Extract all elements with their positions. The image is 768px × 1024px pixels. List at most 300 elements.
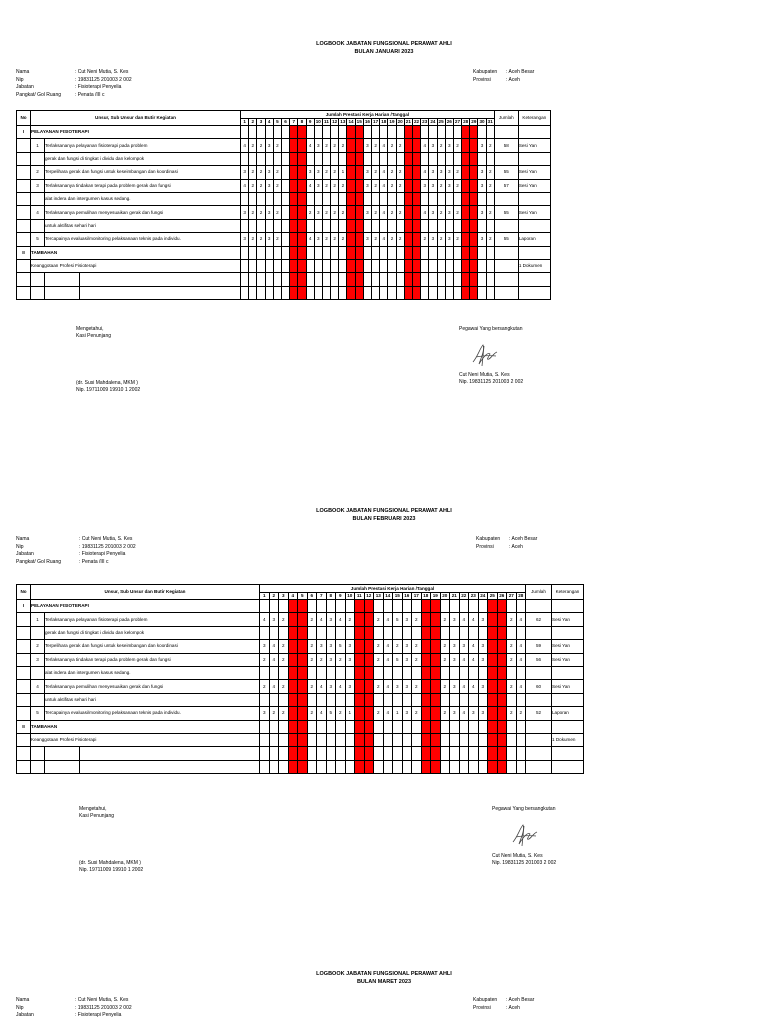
section-number: II (17, 720, 31, 733)
holiday-cell (462, 206, 470, 219)
day-cell (241, 192, 249, 205)
day-cell (372, 246, 380, 259)
day-cell (345, 693, 355, 706)
holiday-cell (497, 760, 507, 773)
day-cell: 2 (279, 653, 289, 666)
day-cell: 4 (269, 640, 279, 653)
day-cell (339, 286, 347, 299)
day-cell: 2 (412, 707, 422, 720)
keterangan-cell (552, 666, 584, 679)
location-info (476, 536, 500, 551)
day-cell (486, 219, 494, 232)
day-cell: 3 (478, 613, 488, 626)
item-text: Terlaksananya pemulihan menyesuaikan gerak dan fungsi (45, 680, 260, 693)
item-number (31, 666, 45, 679)
holiday-cell (288, 707, 298, 720)
day-cell (281, 273, 289, 286)
day-cell: 4 (306, 139, 314, 152)
day-cell (374, 693, 384, 706)
day-cell (396, 286, 404, 299)
holiday-cell (355, 733, 365, 746)
day-cell: 3 (402, 613, 412, 626)
day-cell: 2 (507, 640, 517, 653)
blank-cell (45, 760, 80, 773)
day-cell (257, 126, 265, 139)
item-text: Terlaksananya pelayanan fisioterapi pada problem (45, 613, 260, 626)
extra-item-text: Keanggotaan Profesi Fisioterapi (31, 733, 260, 746)
day-number: 1 (260, 593, 270, 600)
day-cell (339, 246, 347, 259)
day-cell (421, 273, 429, 286)
table-row (17, 166, 551, 179)
employee-label: Pegawai Yang bersangkutan (492, 806, 556, 812)
day-cell: 2 (421, 233, 429, 246)
day-number: 13 (340, 119, 346, 124)
row-no (17, 747, 31, 760)
day-cell (279, 666, 289, 679)
day-cell (445, 259, 453, 272)
holiday-cell (462, 219, 470, 232)
jumlah-value: 55 (494, 206, 518, 219)
day-cell (507, 747, 517, 760)
day-cell (265, 219, 273, 232)
row-no (17, 640, 31, 653)
day-cell (486, 192, 494, 205)
holiday-cell (431, 600, 441, 613)
day-cell: 2 (331, 139, 339, 152)
day-cell (372, 259, 380, 272)
holiday-cell (298, 666, 308, 679)
day-cell: 4 (516, 653, 526, 666)
day-cell: 2 (273, 139, 281, 152)
day-cell (459, 600, 469, 613)
day-cell: 3 (363, 166, 371, 179)
day-cell: 2 (507, 707, 517, 720)
item-text-continued: untuk aktifitas sehari hari (45, 693, 260, 706)
day-cell (396, 273, 404, 286)
day-cell: 2 (331, 166, 339, 179)
day-cell (453, 192, 461, 205)
row-no (17, 166, 31, 179)
holiday-cell (431, 760, 441, 773)
day-cell (437, 259, 445, 272)
jumlah-value: 57 (494, 179, 518, 192)
row-no (17, 707, 31, 720)
day-cell: 2 (453, 166, 461, 179)
keterangan-cell (552, 626, 584, 639)
day-cell (516, 733, 526, 746)
item-number: 5 (31, 707, 45, 720)
day-cell (281, 233, 289, 246)
holiday-cell (364, 680, 374, 693)
day-cell (412, 600, 422, 613)
day-cell (269, 747, 279, 760)
day-cell (396, 259, 404, 272)
day-cell: 3 (241, 233, 249, 246)
holiday-cell (355, 192, 363, 205)
day-cell: 3 (265, 179, 273, 192)
day-cell (459, 626, 469, 639)
row-no (17, 273, 31, 286)
day-cell (260, 693, 270, 706)
item-number (31, 693, 45, 706)
day-cell (345, 720, 355, 733)
day-cell: 3 (445, 139, 453, 152)
day-number: 16 (364, 119, 370, 124)
day-cell (363, 152, 371, 165)
holiday-cell (404, 219, 412, 232)
holiday-cell (497, 693, 507, 706)
day-cell: 4 (383, 707, 393, 720)
day-cell (322, 192, 330, 205)
keterangan-value: Sesi Yan (518, 166, 550, 179)
holiday-cell (288, 653, 298, 666)
holiday-cell (290, 206, 298, 219)
holiday-cell (355, 219, 363, 232)
day-cell (393, 693, 403, 706)
day-cell (265, 152, 273, 165)
day-cell (363, 219, 371, 232)
day-cell (388, 246, 396, 259)
day-cell (507, 693, 517, 706)
day-cell (516, 747, 526, 760)
holiday-cell (412, 126, 420, 139)
day-cell (380, 273, 388, 286)
day-cell: 3 (265, 206, 273, 219)
holiday-cell (290, 273, 298, 286)
row-no (17, 259, 31, 272)
day-cell: 3 (478, 166, 486, 179)
info-value: : Cut Neni Mutia, S. Kes (75, 997, 129, 1003)
day-cell (393, 720, 403, 733)
day-cell (402, 720, 412, 733)
day-cell (265, 259, 273, 272)
day-cell (383, 600, 393, 613)
info-value: : Penata /III c (75, 91, 105, 98)
holiday-cell (431, 666, 441, 679)
day-cell: 2 (307, 640, 317, 653)
holiday-cell (298, 613, 308, 626)
holiday-cell (470, 139, 478, 152)
day-number: 3 (257, 119, 265, 126)
holiday-cell (290, 152, 298, 165)
day-cell (445, 126, 453, 139)
holiday-cell (470, 166, 478, 179)
info-label: Pangkat/ Gol Ruang (16, 558, 62, 565)
activity-table (16, 110, 551, 300)
info-label: Nip (16, 543, 24, 550)
info-value: : Fisioterapi Penyelia (75, 84, 122, 90)
day-cell (257, 219, 265, 232)
day-cell (374, 760, 384, 773)
day-cell (507, 600, 517, 613)
day-number: 18 (381, 119, 387, 124)
info-label: Kabupaten (473, 69, 498, 75)
row-no (17, 206, 31, 219)
day-cell: 4 (336, 680, 346, 693)
day-cell (380, 246, 388, 259)
day-cell (257, 246, 265, 259)
holiday-cell (412, 152, 420, 165)
day-cell (269, 760, 279, 773)
keterangan-value: 1 Dokumen (552, 733, 584, 746)
day-cell (445, 286, 453, 299)
day-cell (269, 720, 279, 733)
holiday-cell (421, 733, 431, 746)
day-cell (380, 192, 388, 205)
holiday-cell (421, 666, 431, 679)
day-cell (437, 152, 445, 165)
day-cell (273, 126, 281, 139)
day-cell (396, 219, 404, 232)
day-cell: 3 (478, 680, 488, 693)
day-number: 20 (397, 119, 403, 124)
jumlah-cell (494, 126, 518, 139)
jumlah-value: 52 (526, 707, 552, 720)
day-cell (307, 720, 317, 733)
day-cell: 2 (372, 166, 380, 179)
day-cell (336, 733, 346, 746)
day-cell (445, 273, 453, 286)
day-cell: 2 (307, 707, 317, 720)
day-cell: 2 (372, 179, 380, 192)
row-no (17, 139, 31, 152)
holiday-cell (412, 246, 420, 259)
holiday-cell (431, 693, 441, 706)
holiday-cell (421, 707, 431, 720)
day-cell: 2 (307, 653, 317, 666)
day-cell (453, 126, 461, 139)
holiday-cell (462, 179, 470, 192)
day-cell: 4 (380, 166, 388, 179)
day-cell: 2 (339, 139, 347, 152)
day-cell (450, 600, 460, 613)
holiday-cell (412, 139, 420, 152)
day-cell (478, 666, 488, 679)
handwritten-signature (510, 822, 540, 848)
holiday-cell (347, 152, 355, 165)
day-number: 5 (273, 119, 281, 126)
item-number (31, 219, 45, 232)
day-cell (478, 693, 488, 706)
signature-left-name (76, 380, 140, 394)
holiday-cell (298, 233, 306, 246)
info-value: : Cut Neni Mutia, S. Kes (79, 536, 133, 542)
holiday-cell (288, 680, 298, 693)
holiday-cell (290, 126, 298, 139)
holiday-cell (462, 246, 470, 259)
location-info (473, 69, 497, 84)
day-cell (437, 286, 445, 299)
holiday-cell (421, 626, 431, 639)
approver-nip: Nip. 19711009 19910 1 2002 (79, 867, 144, 873)
holiday-cell (431, 747, 441, 760)
day-cell (336, 666, 346, 679)
day-number: 26 (497, 593, 507, 600)
day-cell: 4 (469, 653, 479, 666)
day-cell (317, 626, 327, 639)
day-cell (336, 693, 346, 706)
day-cell (307, 760, 317, 773)
item-number: 3 (31, 179, 45, 192)
header-unsur: Unsur, Sub Unsur dan Butir Kegiatan (31, 111, 241, 126)
holiday-cell (364, 733, 374, 746)
day-cell: 2 (331, 233, 339, 246)
day-cell: 4 (516, 613, 526, 626)
item-number (31, 192, 45, 205)
day-cell (421, 259, 429, 272)
row-no (17, 152, 31, 165)
holiday-cell (488, 626, 498, 639)
day-cell: 3 (265, 233, 273, 246)
day-cell (380, 219, 388, 232)
day-cell: 2 (372, 233, 380, 246)
holiday-cell (462, 139, 470, 152)
holiday-cell (364, 613, 374, 626)
holiday-cell (355, 179, 363, 192)
day-cell (445, 192, 453, 205)
day-cell (374, 666, 384, 679)
day-cell (306, 273, 314, 286)
jumlah-cell (526, 600, 552, 613)
holiday-cell (355, 707, 365, 720)
day-cell: 3 (450, 640, 460, 653)
day-cell: 2 (486, 206, 494, 219)
day-cell (374, 733, 384, 746)
day-cell (374, 720, 384, 733)
day-cell (516, 666, 526, 679)
holiday-cell (412, 166, 420, 179)
day-number: 24 (478, 593, 488, 600)
holiday-cell (347, 219, 355, 232)
day-number: 7 (317, 593, 327, 600)
day-cell: 2 (257, 166, 265, 179)
holiday-cell (462, 166, 470, 179)
holiday-cell (290, 219, 298, 232)
day-cell (437, 273, 445, 286)
day-cell: 2 (279, 640, 289, 653)
holiday-cell (470, 246, 478, 259)
day-cell: 2 (412, 680, 422, 693)
day-cell (314, 126, 322, 139)
day-cell: 3 (363, 233, 371, 246)
day-cell: 2 (307, 613, 317, 626)
day-cell (345, 600, 355, 613)
info-label: Nip (16, 1004, 24, 1011)
table-row (17, 206, 551, 219)
day-cell: 5 (393, 653, 403, 666)
day-cell (363, 286, 371, 299)
holiday-cell (421, 600, 431, 613)
day-cell (363, 273, 371, 286)
day-cell: 5 (393, 613, 403, 626)
day-number: 14 (348, 119, 354, 124)
day-cell: 2 (273, 166, 281, 179)
day-cell (453, 152, 461, 165)
day-cell (478, 259, 486, 272)
day-cell (307, 733, 317, 746)
day-cell: 3 (402, 640, 412, 653)
day-cell (372, 152, 380, 165)
day-cell (372, 219, 380, 232)
item-number: 1 (31, 613, 45, 626)
day-cell: 3 (478, 233, 486, 246)
table-row (17, 286, 551, 299)
day-cell (339, 259, 347, 272)
day-number: 6 (307, 593, 317, 600)
day-number: 4 (288, 593, 298, 600)
holiday-cell (421, 760, 431, 773)
info-label: Nama (16, 536, 30, 542)
holiday-cell (298, 179, 306, 192)
holiday-cell (347, 233, 355, 246)
table-row (17, 640, 584, 653)
day-cell (249, 286, 257, 299)
day-cell: 4 (516, 640, 526, 653)
keterangan-value: Laporan (552, 707, 584, 720)
holiday-cell (488, 693, 498, 706)
month-title: BULAN FEBRUARI 2023 (352, 516, 416, 522)
item-text-continued: untuk aktifitas sehari hari (45, 219, 241, 232)
day-cell (314, 219, 322, 232)
day-cell (507, 720, 517, 733)
day-cell: 2 (257, 206, 265, 219)
day-cell: 2 (249, 166, 257, 179)
approver-position: Kasi Penunjang (76, 333, 112, 339)
day-cell: 4 (241, 179, 249, 192)
day-cell: 4 (317, 613, 327, 626)
item-text: Terlaksananya tindakan terapi pada problem gerak dan fungsi (45, 653, 260, 666)
holiday-cell (412, 286, 420, 299)
day-cell (450, 693, 460, 706)
section-title: TAMBAHAN (31, 246, 241, 259)
day-number: 7 (290, 119, 298, 126)
day-cell (393, 760, 403, 773)
day-cell (345, 626, 355, 639)
day-cell: 2 (437, 139, 445, 152)
day-cell (326, 626, 336, 639)
day-number: 15 (393, 593, 403, 600)
day-cell: 2 (249, 206, 257, 219)
day-cell: 2 (317, 653, 327, 666)
month-title: BULAN JANUARI 2023 (354, 49, 414, 55)
row-no (17, 733, 31, 746)
blank-cell (45, 747, 80, 760)
day-cell: 4 (383, 680, 393, 693)
employee-info (16, 69, 61, 99)
day-cell: 2 (279, 613, 289, 626)
day-cell: 3 (363, 139, 371, 152)
day-cell (339, 273, 347, 286)
day-cell: 3 (402, 707, 412, 720)
holiday-cell (462, 273, 470, 286)
day-cell: 4 (269, 653, 279, 666)
day-cell (421, 152, 429, 165)
day-cell (450, 666, 460, 679)
day-number: 5 (298, 593, 308, 600)
day-cell (306, 286, 314, 299)
holiday-cell (355, 273, 363, 286)
day-cell (241, 259, 249, 272)
day-cell: 2 (486, 179, 494, 192)
day-cell (383, 733, 393, 746)
day-cell (421, 219, 429, 232)
info-label: Nama (16, 997, 30, 1003)
day-cell: 3 (326, 653, 336, 666)
day-cell: 3 (314, 233, 322, 246)
day-cell: 3 (260, 707, 270, 720)
day-cell: 2 (396, 139, 404, 152)
